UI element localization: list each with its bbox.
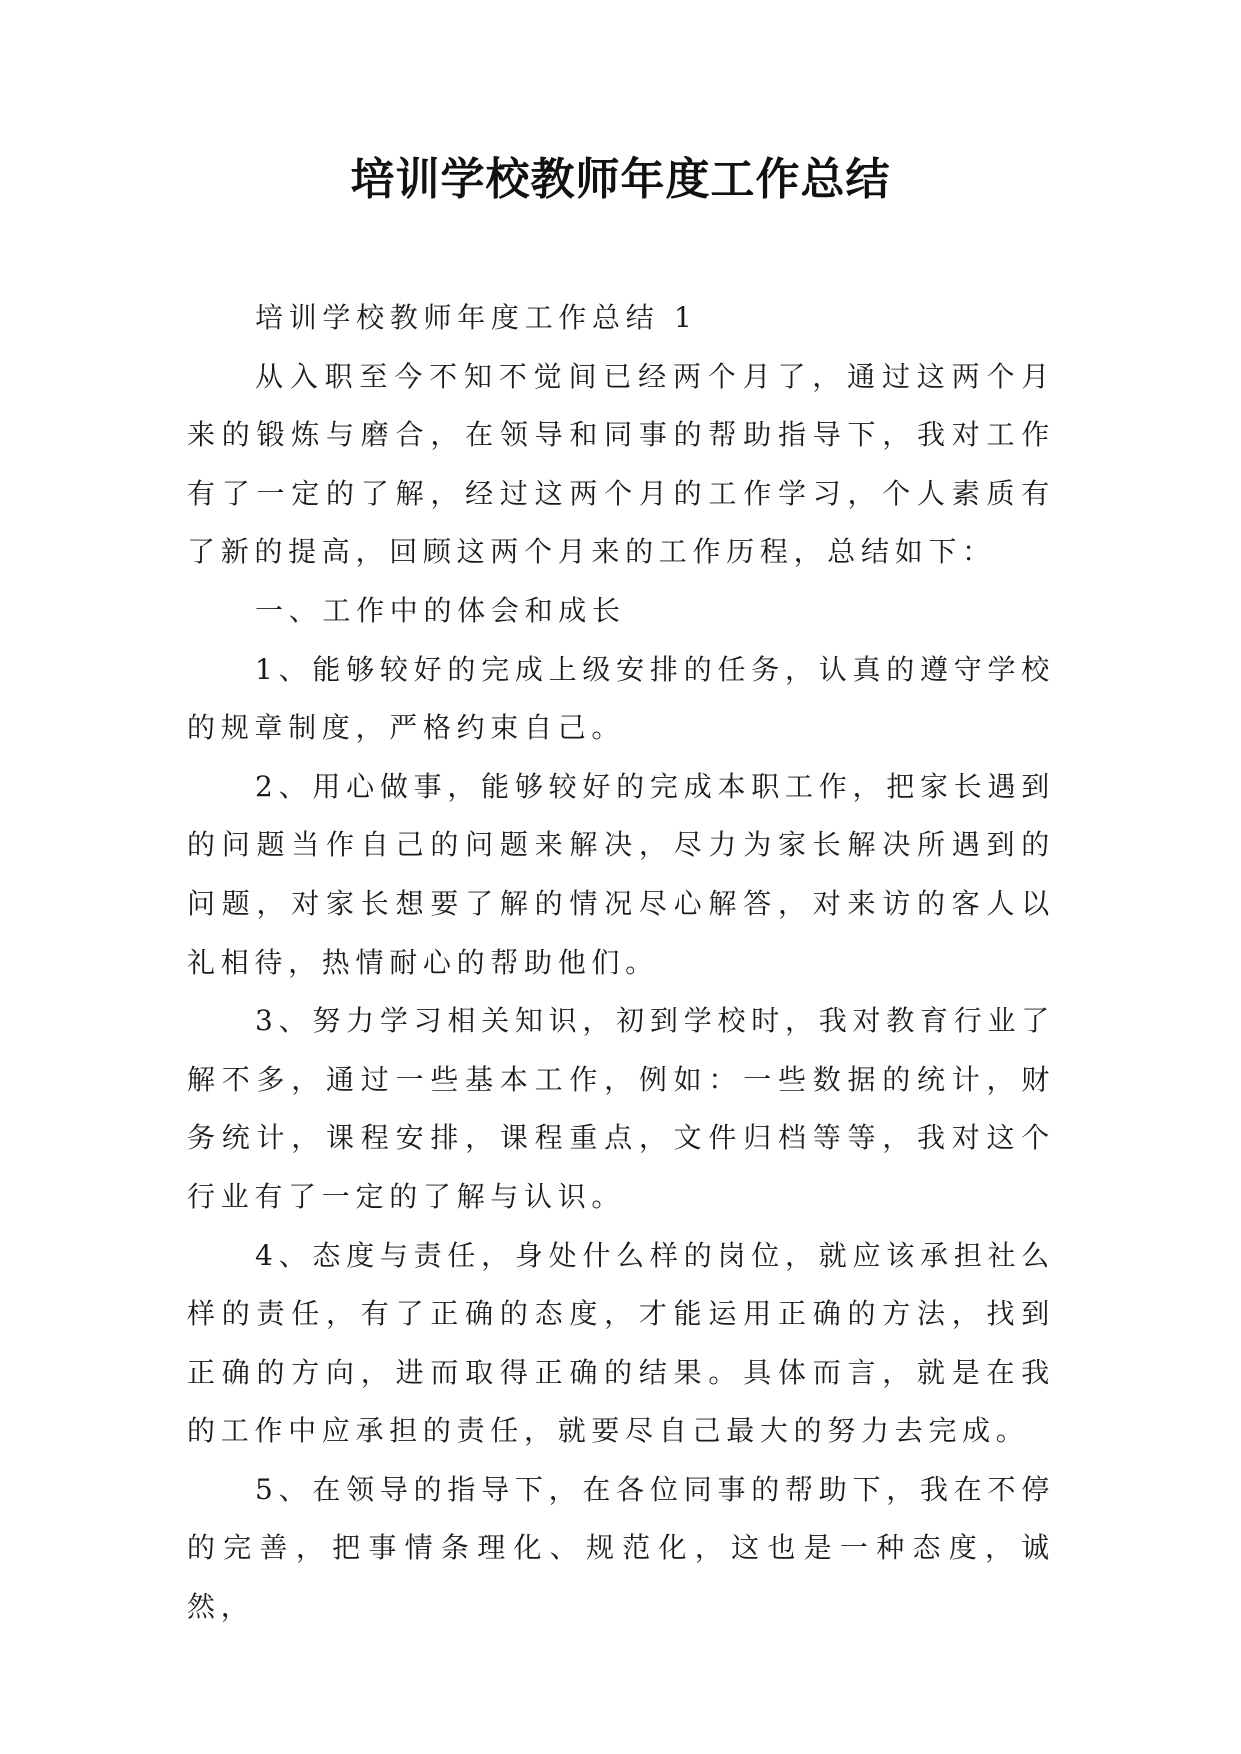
paragraph-item-3: 3、努力学习相关知识，初到学校时，我对教育行业了解不多，通过一些基本工作，例如：一些数据的统计，财务统计，课程安排，课程重点，文件归档等等，我对这个行业有了一定的了解与认识。 xyxy=(187,1004,1055,1213)
document-title: 培训学校教师年度工作总结 xyxy=(350,154,891,205)
paragraph-item-1: 1、能够较好的完成上级安排的任务，认真的遵守学校的规章制度，严格约束自己。 xyxy=(187,652,1055,745)
paragraph-item-5: 5、在领导的指导下，在各位同事的帮助下，我在不停的完善，把事情条理化、规范化，这也是一种态度，诚然， xyxy=(187,1472,1055,1624)
section-heading: 培训学校教师年度工作总结 1 xyxy=(255,301,698,334)
document-body xyxy=(187,289,1055,1637)
subheading-experience: 一、工作中的体会和成长 xyxy=(255,593,626,627)
paragraph-intro: 从入职至今不知不觉间已经两个月了，通过这两个月来的锻炼与磨合，在领导和同事的帮助指导下，我对工作有了一定的了解，经过这两个月的工作学习，个人素质有了新的提高，回顾这两个月来的工作历程，总结如下： xyxy=(187,359,1055,569)
paragraph-item-4: 4、态度与责任，身处什么样的岗位，就应该承担社么样的责任，有了正确的态度，才能运用正确的方法，找到正确的方向，进而取得正确的结果。具体而言，就是在我的工作中应承担的责任，就要尽自己最大的努力去完成。 xyxy=(187,1238,1055,1448)
paragraph-item-2: 2、用心做事，能够较好的完成本职工作，把家长遇到的问题当作自己的问题来解决，尽力为家长解决所遇到的问题，对家长想要了解的情况尽心解答，对来访的客人以礼相待，热情耐心的帮助他们。 xyxy=(187,769,1055,979)
